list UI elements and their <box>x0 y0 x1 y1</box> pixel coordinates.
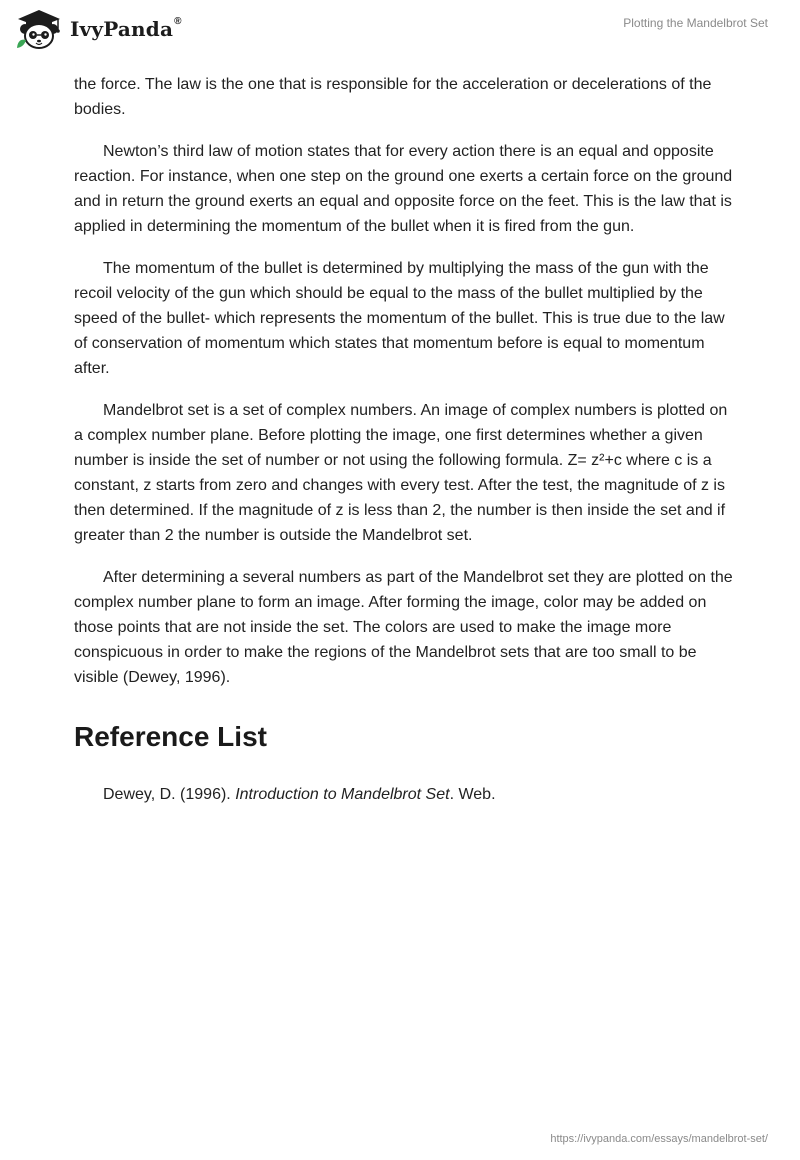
page-header <box>0 0 800 66</box>
reference-item <box>74 782 734 807</box>
panda-graduate-icon <box>14 8 64 50</box>
footer-url[interactable]: https://ivypanda.com/essays/mandelbrot-set/ <box>550 1133 768 1145</box>
paragraph: the force. The law is the one that is responsible for the acceleration or decelerations of the bodies. <box>74 76 712 118</box>
reference-title: Introduction to Mandelbrot Set <box>235 786 450 803</box>
reference-list-heading: Reference List <box>74 721 267 752</box>
paragraph: After determining a several numbers as part of the Mandelbrot set they are plotted on the complex number plane to form an image. After forming the image, color may be added on those points that are not inside the set. The colors are used to make the image more conspicuous in order to make the regions of the Mandelbrot sets that are too small to be visible (Dewey, 1996). <box>74 569 733 686</box>
paragraph: Newton’s third law of motion states that for every action there is an equal and opposite reaction. For instance, when one step on the ground one exerts a certain force on the ground and in return the ground exerts an equal and opposite force on the feet. This is the law that is applied in determining the momentum of the bullet when it is fired from the gun. <box>74 143 733 235</box>
document-title: Plotting the Mandelbrot Set <box>623 16 768 30</box>
reference-author-year: Dewey, D. (1996). <box>103 786 236 803</box>
ivypanda-logo[interactable] <box>14 8 182 50</box>
paragraph: Mandelbrot set is a set of complex numbers. An image of complex numbers is plotted on a complex number plane. Before plotting the image, one first determines whether a given number is inside the set of number or not using the following formula. Z= z²+c where c is a constant, z starts from zero and changes with every test. After the test, the magnitude of z is then determined. If the magnitude of z is less than 2, the number is then inside the set and if greater than 2 the number is outside the Mandelbrot set. <box>74 402 728 544</box>
logo-wordmark: IvyPanda® <box>70 16 182 41</box>
reference-suffix: . Web. <box>449 786 496 803</box>
essay-body <box>74 72 734 807</box>
paragraph: The momentum of the bullet is determined by multiplying the mass of the gun with the recoil velocity of the gun which should be equal to the mass of the bullet multiplied by the speed of the bullet- which represents the momentum of the bullet. This is true due to the law of conservation of momentum which states that momentum before is equal to momentum after. <box>74 260 725 377</box>
